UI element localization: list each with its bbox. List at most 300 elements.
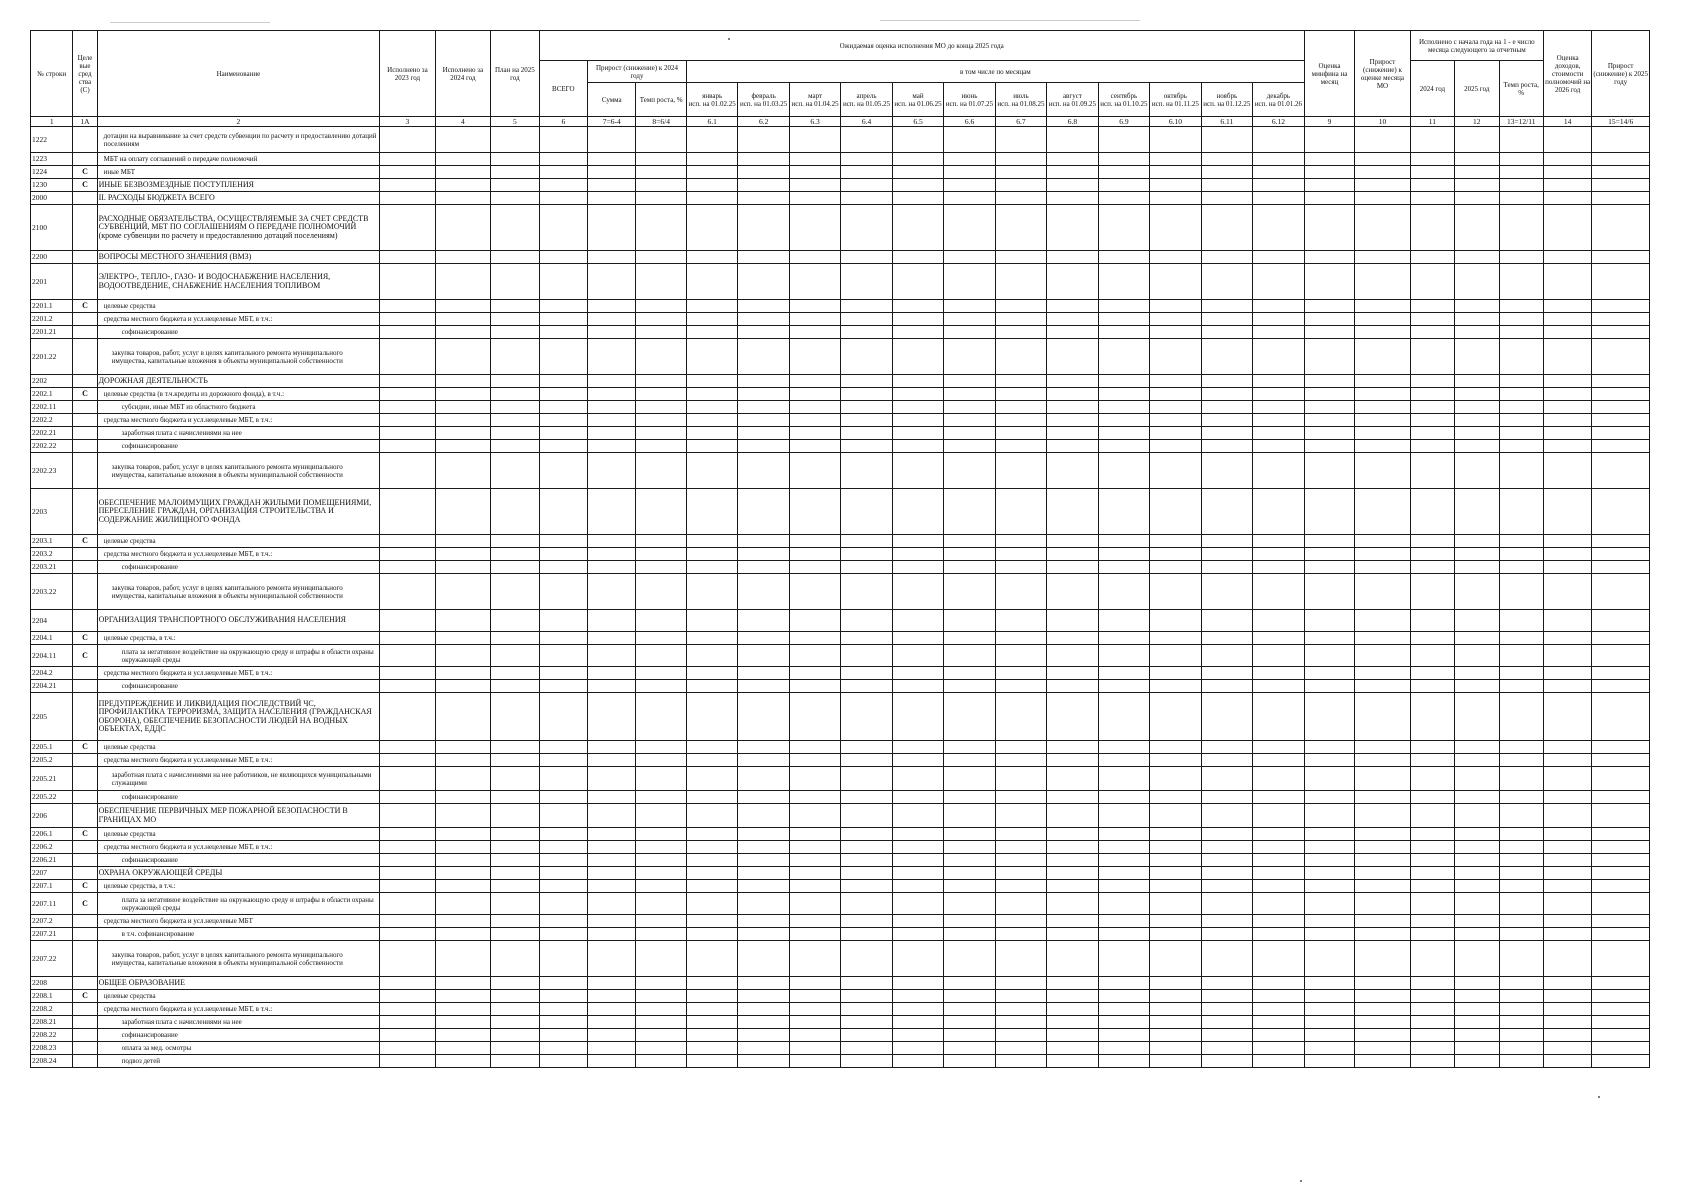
value-cell[interactable] — [686, 754, 737, 767]
value-cell[interactable] — [435, 880, 491, 893]
value-cell[interactable] — [1098, 127, 1149, 153]
value-cell[interactable] — [1098, 867, 1149, 880]
value-cell[interactable] — [1543, 754, 1591, 767]
value-cell[interactable] — [1253, 610, 1305, 632]
value-cell[interactable] — [1543, 1003, 1591, 1016]
value-cell[interactable] — [1499, 313, 1543, 326]
value-cell[interactable] — [1047, 693, 1098, 741]
value-cell[interactable] — [789, 166, 840, 179]
value-cell[interactable] — [1201, 854, 1252, 867]
value-cell[interactable] — [588, 1042, 636, 1055]
value-cell[interactable] — [686, 548, 737, 561]
value-cell[interactable] — [539, 977, 587, 990]
value-cell[interactable] — [1047, 300, 1098, 313]
value-cell[interactable] — [1499, 375, 1543, 388]
value-cell[interactable] — [636, 610, 686, 632]
value-cell[interactable] — [1499, 179, 1543, 192]
value-cell[interactable] — [686, 1029, 737, 1042]
value-cell[interactable] — [1304, 127, 1354, 153]
value-cell[interactable] — [1098, 893, 1149, 915]
value-cell[interactable] — [588, 264, 636, 300]
value-cell[interactable] — [686, 610, 737, 632]
value-cell[interactable] — [1410, 300, 1454, 313]
value-cell[interactable] — [539, 574, 587, 610]
value-cell[interactable] — [1304, 264, 1354, 300]
value-cell[interactable] — [491, 205, 539, 251]
value-cell[interactable] — [995, 401, 1046, 414]
value-cell[interactable] — [1098, 928, 1149, 941]
value-cell[interactable] — [944, 300, 995, 313]
value-cell[interactable] — [841, 1016, 892, 1029]
value-cell[interactable] — [1201, 1055, 1252, 1068]
value-cell[interactable] — [738, 414, 789, 427]
value-cell[interactable] — [1098, 339, 1149, 375]
value-cell[interactable] — [1543, 166, 1591, 179]
value-cell[interactable] — [636, 192, 686, 205]
value-cell[interactable] — [539, 990, 587, 1003]
value-cell[interactable] — [1201, 548, 1252, 561]
value-cell[interactable] — [892, 548, 943, 561]
value-cell[interactable] — [686, 339, 737, 375]
value-cell[interactable] — [1499, 153, 1543, 166]
value-cell[interactable] — [1592, 893, 1650, 915]
value-cell[interactable] — [686, 251, 737, 264]
value-cell[interactable] — [1499, 1016, 1543, 1029]
value-cell[interactable] — [588, 166, 636, 179]
value-cell[interactable] — [1410, 693, 1454, 741]
value-cell[interactable] — [539, 928, 587, 941]
value-cell[interactable] — [636, 804, 686, 828]
value-cell[interactable] — [789, 893, 840, 915]
value-cell[interactable] — [841, 440, 892, 453]
value-cell[interactable] — [1355, 414, 1411, 427]
value-cell[interactable] — [1410, 375, 1454, 388]
value-cell[interactable] — [789, 401, 840, 414]
value-cell[interactable] — [841, 326, 892, 339]
value-cell[interactable] — [588, 754, 636, 767]
value-cell[interactable] — [1592, 941, 1650, 977]
value-cell[interactable] — [841, 693, 892, 741]
value-cell[interactable] — [380, 192, 436, 205]
value-cell[interactable] — [636, 489, 686, 535]
value-cell[interactable] — [944, 867, 995, 880]
value-cell[interactable] — [380, 854, 436, 867]
value-cell[interactable] — [1304, 453, 1354, 489]
value-cell[interactable] — [380, 535, 436, 548]
value-cell[interactable] — [1592, 791, 1650, 804]
value-cell[interactable] — [841, 166, 892, 179]
value-cell[interactable] — [636, 632, 686, 645]
value-cell[interactable] — [1253, 804, 1305, 828]
value-cell[interactable] — [435, 313, 491, 326]
value-cell[interactable] — [995, 1042, 1046, 1055]
value-cell[interactable] — [435, 1003, 491, 1016]
value-cell[interactable] — [1201, 928, 1252, 941]
value-cell[interactable] — [539, 401, 587, 414]
value-cell[interactable] — [789, 179, 840, 192]
value-cell[interactable] — [1150, 804, 1201, 828]
value-cell[interactable] — [1201, 414, 1252, 427]
value-cell[interactable] — [892, 754, 943, 767]
value-cell[interactable] — [1304, 941, 1354, 977]
value-cell[interactable] — [1201, 1042, 1252, 1055]
value-cell[interactable] — [841, 610, 892, 632]
value-cell[interactable] — [841, 264, 892, 300]
value-cell[interactable] — [435, 535, 491, 548]
value-cell[interactable] — [491, 453, 539, 489]
value-cell[interactable] — [380, 339, 436, 375]
value-cell[interactable] — [686, 1042, 737, 1055]
value-cell[interactable] — [1047, 127, 1098, 153]
value-cell[interactable] — [995, 941, 1046, 977]
value-cell[interactable] — [738, 867, 789, 880]
value-cell[interactable] — [1098, 205, 1149, 251]
value-cell[interactable] — [995, 453, 1046, 489]
value-cell[interactable] — [1150, 339, 1201, 375]
value-cell[interactable] — [1410, 754, 1454, 767]
value-cell[interactable] — [738, 388, 789, 401]
value-cell[interactable] — [435, 791, 491, 804]
value-cell[interactable] — [1150, 453, 1201, 489]
value-cell[interactable] — [1410, 804, 1454, 828]
value-cell[interactable] — [1150, 192, 1201, 205]
value-cell[interactable] — [1098, 841, 1149, 854]
value-cell[interactable] — [995, 680, 1046, 693]
value-cell[interactable] — [1150, 767, 1201, 791]
value-cell[interactable] — [435, 693, 491, 741]
value-cell[interactable] — [995, 977, 1046, 990]
value-cell[interactable] — [1253, 854, 1305, 867]
value-cell[interactable] — [1047, 854, 1098, 867]
value-cell[interactable] — [1304, 693, 1354, 741]
value-cell[interactable] — [636, 680, 686, 693]
value-cell[interactable] — [1047, 153, 1098, 166]
value-cell[interactable] — [539, 804, 587, 828]
value-cell[interactable] — [539, 388, 587, 401]
value-cell[interactable] — [1201, 440, 1252, 453]
value-cell[interactable] — [1499, 828, 1543, 841]
value-cell[interactable] — [789, 192, 840, 205]
value-cell[interactable] — [491, 977, 539, 990]
value-cell[interactable] — [841, 388, 892, 401]
value-cell[interactable] — [491, 574, 539, 610]
value-cell[interactable] — [1455, 867, 1499, 880]
value-cell[interactable] — [892, 535, 943, 548]
value-cell[interactable] — [636, 767, 686, 791]
value-cell[interactable] — [686, 667, 737, 680]
value-cell[interactable] — [1253, 990, 1305, 1003]
value-cell[interactable] — [380, 166, 436, 179]
value-cell[interactable] — [1253, 313, 1305, 326]
value-cell[interactable] — [1253, 166, 1305, 179]
value-cell[interactable] — [789, 153, 840, 166]
value-cell[interactable] — [491, 880, 539, 893]
value-cell[interactable] — [380, 867, 436, 880]
value-cell[interactable] — [588, 205, 636, 251]
value-cell[interactable] — [1304, 300, 1354, 313]
value-cell[interactable] — [1543, 153, 1591, 166]
value-cell[interactable] — [944, 893, 995, 915]
value-cell[interactable] — [1543, 767, 1591, 791]
value-cell[interactable] — [1253, 893, 1305, 915]
value-cell[interactable] — [1253, 1042, 1305, 1055]
value-cell[interactable] — [995, 427, 1046, 440]
value-cell[interactable] — [1499, 326, 1543, 339]
value-cell[interactable] — [1304, 841, 1354, 854]
value-cell[interactable] — [892, 1042, 943, 1055]
value-cell[interactable] — [1047, 828, 1098, 841]
value-cell[interactable] — [841, 251, 892, 264]
value-cell[interactable] — [1253, 205, 1305, 251]
value-cell[interactable] — [995, 767, 1046, 791]
value-cell[interactable] — [1592, 427, 1650, 440]
value-cell[interactable] — [1455, 841, 1499, 854]
value-cell[interactable] — [1592, 1003, 1650, 1016]
value-cell[interactable] — [1592, 741, 1650, 754]
value-cell[interactable] — [1592, 440, 1650, 453]
value-cell[interactable] — [738, 893, 789, 915]
value-cell[interactable] — [491, 192, 539, 205]
value-cell[interactable] — [686, 300, 737, 313]
value-cell[interactable] — [636, 941, 686, 977]
value-cell[interactable] — [1543, 791, 1591, 804]
value-cell[interactable] — [380, 880, 436, 893]
value-cell[interactable] — [1355, 375, 1411, 388]
value-cell[interactable] — [380, 489, 436, 535]
value-cell[interactable] — [435, 1029, 491, 1042]
value-cell[interactable] — [1455, 1029, 1499, 1042]
value-cell[interactable] — [1543, 339, 1591, 375]
value-cell[interactable] — [738, 127, 789, 153]
value-cell[interactable] — [588, 440, 636, 453]
value-cell[interactable] — [1355, 880, 1411, 893]
value-cell[interactable] — [1499, 489, 1543, 535]
value-cell[interactable] — [892, 867, 943, 880]
value-cell[interactable] — [1098, 414, 1149, 427]
value-cell[interactable] — [539, 680, 587, 693]
value-cell[interactable] — [435, 915, 491, 928]
value-cell[interactable] — [686, 915, 737, 928]
value-cell[interactable] — [539, 915, 587, 928]
value-cell[interactable] — [1253, 667, 1305, 680]
value-cell[interactable] — [738, 1029, 789, 1042]
value-cell[interactable] — [892, 828, 943, 841]
value-cell[interactable] — [686, 880, 737, 893]
value-cell[interactable] — [1499, 1055, 1543, 1068]
value-cell[interactable] — [789, 880, 840, 893]
value-cell[interactable] — [789, 841, 840, 854]
value-cell[interactable] — [1253, 535, 1305, 548]
value-cell[interactable] — [1543, 1055, 1591, 1068]
value-cell[interactable] — [944, 339, 995, 375]
value-cell[interactable] — [1201, 326, 1252, 339]
value-cell[interactable] — [1355, 1016, 1411, 1029]
value-cell[interactable] — [1304, 977, 1354, 990]
value-cell[interactable] — [539, 251, 587, 264]
value-cell[interactable] — [1098, 427, 1149, 440]
value-cell[interactable] — [1543, 300, 1591, 313]
value-cell[interactable] — [738, 1042, 789, 1055]
value-cell[interactable] — [1253, 427, 1305, 440]
value-cell[interactable] — [1355, 693, 1411, 741]
value-cell[interactable] — [1592, 453, 1650, 489]
value-cell[interactable] — [491, 153, 539, 166]
value-cell[interactable] — [1047, 791, 1098, 804]
value-cell[interactable] — [738, 205, 789, 251]
value-cell[interactable] — [1047, 1042, 1098, 1055]
value-cell[interactable] — [1201, 990, 1252, 1003]
value-cell[interactable] — [1098, 693, 1149, 741]
value-cell[interactable] — [435, 977, 491, 990]
value-cell[interactable] — [1253, 264, 1305, 300]
value-cell[interactable] — [588, 326, 636, 339]
value-cell[interactable] — [1253, 326, 1305, 339]
value-cell[interactable] — [1499, 915, 1543, 928]
value-cell[interactable] — [1499, 632, 1543, 645]
value-cell[interactable] — [1098, 313, 1149, 326]
value-cell[interactable] — [539, 453, 587, 489]
value-cell[interactable] — [1499, 166, 1543, 179]
value-cell[interactable] — [686, 414, 737, 427]
value-cell[interactable] — [1253, 548, 1305, 561]
value-cell[interactable] — [1455, 166, 1499, 179]
value-cell[interactable] — [636, 1003, 686, 1016]
value-cell[interactable] — [1355, 313, 1411, 326]
value-cell[interactable] — [1355, 680, 1411, 693]
value-cell[interactable] — [789, 915, 840, 928]
value-cell[interactable] — [1150, 741, 1201, 754]
value-cell[interactable] — [892, 667, 943, 680]
value-cell[interactable] — [1410, 977, 1454, 990]
value-cell[interactable] — [892, 127, 943, 153]
value-cell[interactable] — [944, 127, 995, 153]
value-cell[interactable] — [892, 645, 943, 667]
value-cell[interactable] — [491, 804, 539, 828]
value-cell[interactable] — [588, 179, 636, 192]
value-cell[interactable] — [1499, 841, 1543, 854]
value-cell[interactable] — [1304, 680, 1354, 693]
value-cell[interactable] — [1150, 928, 1201, 941]
value-cell[interactable] — [1543, 667, 1591, 680]
value-cell[interactable] — [539, 375, 587, 388]
value-cell[interactable] — [892, 977, 943, 990]
value-cell[interactable] — [491, 645, 539, 667]
value-cell[interactable] — [1499, 1029, 1543, 1042]
value-cell[interactable] — [1253, 127, 1305, 153]
value-cell[interactable] — [944, 205, 995, 251]
value-cell[interactable] — [435, 326, 491, 339]
value-cell[interactable] — [1355, 388, 1411, 401]
value-cell[interactable] — [1543, 535, 1591, 548]
value-cell[interactable] — [1304, 667, 1354, 680]
value-cell[interactable] — [1410, 1003, 1454, 1016]
value-cell[interactable] — [1304, 548, 1354, 561]
value-cell[interactable] — [892, 427, 943, 440]
value-cell[interactable] — [841, 977, 892, 990]
value-cell[interactable] — [789, 990, 840, 1003]
value-cell[interactable] — [1543, 828, 1591, 841]
value-cell[interactable] — [995, 854, 1046, 867]
value-cell[interactable] — [588, 1029, 636, 1042]
value-cell[interactable] — [789, 928, 840, 941]
value-cell[interactable] — [995, 667, 1046, 680]
value-cell[interactable] — [995, 414, 1046, 427]
value-cell[interactable] — [995, 205, 1046, 251]
value-cell[interactable] — [380, 1003, 436, 1016]
value-cell[interactable] — [789, 205, 840, 251]
value-cell[interactable] — [588, 561, 636, 574]
value-cell[interactable] — [1355, 1042, 1411, 1055]
value-cell[interactable] — [841, 192, 892, 205]
value-cell[interactable] — [636, 693, 686, 741]
value-cell[interactable] — [1455, 610, 1499, 632]
value-cell[interactable] — [1304, 375, 1354, 388]
value-cell[interactable] — [1098, 680, 1149, 693]
value-cell[interactable] — [1304, 632, 1354, 645]
value-cell[interactable] — [380, 548, 436, 561]
value-cell[interactable] — [1304, 166, 1354, 179]
value-cell[interactable] — [1499, 264, 1543, 300]
value-cell[interactable] — [1592, 680, 1650, 693]
value-cell[interactable] — [1592, 645, 1650, 667]
value-cell[interactable] — [1592, 251, 1650, 264]
value-cell[interactable] — [1455, 251, 1499, 264]
value-cell[interactable] — [1253, 489, 1305, 535]
value-cell[interactable] — [1253, 388, 1305, 401]
value-cell[interactable] — [1098, 854, 1149, 867]
value-cell[interactable] — [892, 791, 943, 804]
value-cell[interactable] — [539, 339, 587, 375]
value-cell[interactable] — [1304, 205, 1354, 251]
value-cell[interactable] — [491, 166, 539, 179]
value-cell[interactable] — [1098, 915, 1149, 928]
value-cell[interactable] — [789, 339, 840, 375]
value-cell[interactable] — [1201, 791, 1252, 804]
value-cell[interactable] — [1499, 754, 1543, 767]
value-cell[interactable] — [1499, 610, 1543, 632]
value-cell[interactable] — [539, 127, 587, 153]
value-cell[interactable] — [944, 561, 995, 574]
value-cell[interactable] — [789, 1055, 840, 1068]
value-cell[interactable] — [1543, 1042, 1591, 1055]
value-cell[interactable] — [738, 153, 789, 166]
value-cell[interactable] — [1543, 179, 1591, 192]
value-cell[interactable] — [1455, 264, 1499, 300]
value-cell[interactable] — [588, 645, 636, 667]
value-cell[interactable] — [539, 867, 587, 880]
value-cell[interactable] — [539, 854, 587, 867]
value-cell[interactable] — [1201, 535, 1252, 548]
value-cell[interactable] — [1201, 632, 1252, 645]
value-cell[interactable] — [380, 791, 436, 804]
value-cell[interactable] — [686, 977, 737, 990]
value-cell[interactable] — [944, 680, 995, 693]
value-cell[interactable] — [1543, 977, 1591, 990]
value-cell[interactable] — [738, 264, 789, 300]
value-cell[interactable] — [636, 667, 686, 680]
value-cell[interactable] — [738, 941, 789, 977]
value-cell[interactable] — [491, 841, 539, 854]
value-cell[interactable] — [944, 401, 995, 414]
value-cell[interactable] — [588, 127, 636, 153]
value-cell[interactable] — [686, 535, 737, 548]
value-cell[interactable] — [491, 179, 539, 192]
value-cell[interactable] — [636, 645, 686, 667]
value-cell[interactable] — [1455, 192, 1499, 205]
value-cell[interactable] — [944, 1003, 995, 1016]
value-cell[interactable] — [636, 977, 686, 990]
value-cell[interactable] — [1543, 192, 1591, 205]
